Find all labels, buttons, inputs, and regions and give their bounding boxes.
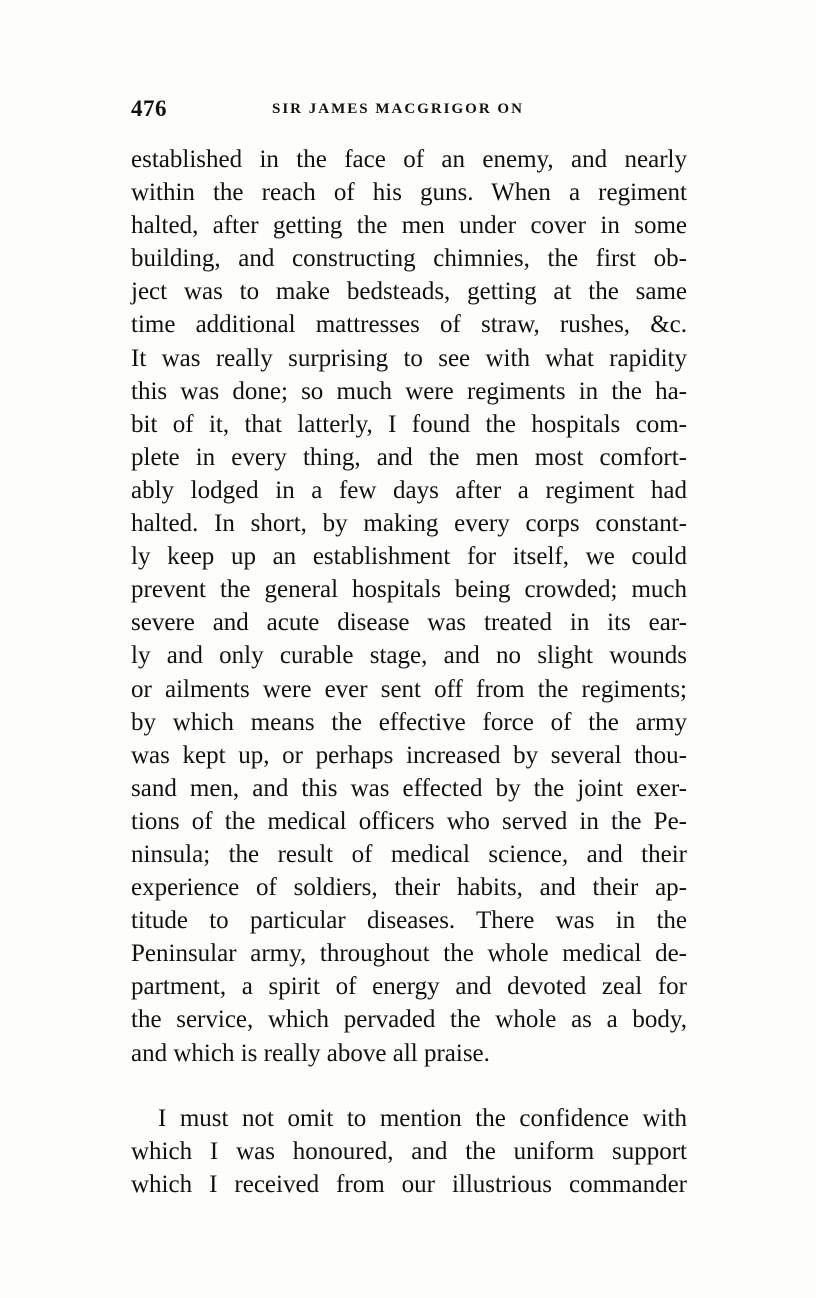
text-line: time additional mattresses of straw, rushes, &c.: [131, 311, 687, 339]
text-line: by which means the effective force of the army: [131, 708, 687, 736]
text-line: halted, after getting the men under cover in some: [131, 212, 687, 240]
text-line: prevent the general hospitals being crowded; much: [131, 576, 687, 604]
text-line: severe and acute disease was treated in its ear-: [131, 609, 687, 637]
text-line: ably lodged in a few days after a regiment had: [131, 476, 687, 504]
text-line: experience of soldiers, their habits, and their ap-: [131, 874, 687, 902]
text-line: the service, which pervaded the whole as a body,: [131, 1006, 687, 1034]
body-text: [131, 143, 687, 1201]
text-line: tions of the medical officers who served in the Pe-: [131, 807, 687, 835]
text-line: which I was honoured, and the uniform support: [131, 1137, 687, 1165]
paragraph-1: [131, 143, 687, 1070]
text-line: this was done; so much were regiments in the ha-: [131, 377, 687, 405]
text-line: within the reach of his guns. When a regiment: [131, 179, 687, 207]
text-line: ninsula; the result of medical science, and their: [131, 840, 687, 868]
text-line: Peninsular army, throughout the whole medical de-: [131, 940, 687, 968]
paragraph-2: [131, 1102, 687, 1201]
text-line: I must not omit to mention the confidence with: [158, 1104, 687, 1132]
text-line: partment, a spirit of energy and devoted zeal for: [131, 973, 687, 1001]
text-line: ly keep up an establishment for itself, we could: [131, 543, 687, 571]
text-line: sand men, and this was effected by the joint exer-: [131, 774, 687, 802]
text-line: halted. In short, by making every corps constant-: [131, 510, 687, 538]
paragraph-gap: [131, 1070, 687, 1102]
text-line: bit of it, that latterly, I found the hospitals com-: [131, 410, 687, 438]
running-head: SIR JAMES MACGRIGOR ON: [272, 101, 524, 117]
text-line: which I received from our illustrious commander: [131, 1170, 687, 1198]
text-line: and which is really above all praise.: [131, 1039, 490, 1067]
text-line: titude to particular diseases. There was in the: [131, 907, 687, 935]
text-line: ject was to make bedsteads, getting at the same: [131, 278, 687, 306]
text-line: established in the face of an enemy, and nearly: [131, 146, 687, 173]
page-number: 476: [131, 96, 167, 121]
page-header: [131, 96, 691, 126]
text-line: It was really surprising to see with what rapidity: [131, 344, 687, 372]
text-line: plete in every thing, and the men most comfort-: [131, 443, 687, 471]
text-line: ly and only curable stage, and no slight wounds: [131, 642, 687, 670]
text-line: or ailments were ever sent off from the regiments;: [131, 675, 687, 703]
text-line: was kept up, or perhaps increased by several thou-: [131, 741, 687, 769]
text-line: building, and constructing chimnies, the first ob-: [131, 245, 687, 273]
